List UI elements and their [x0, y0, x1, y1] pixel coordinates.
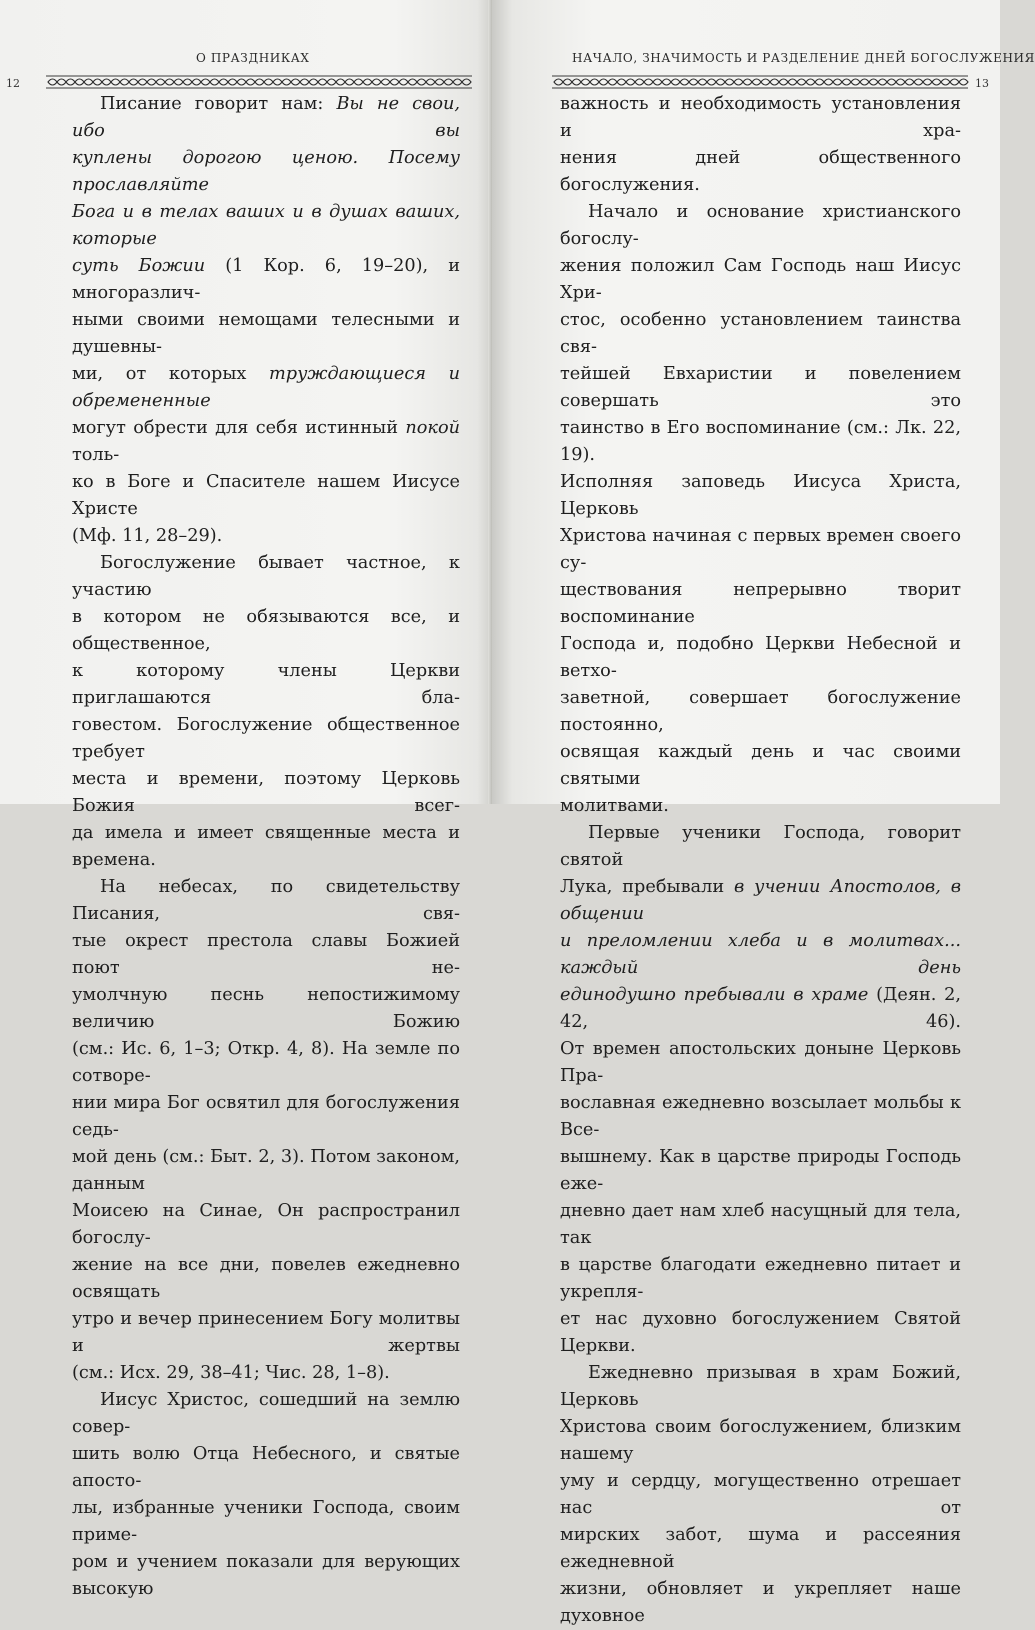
- text-line: [72, 604, 460, 658]
- text-run: ром и учением показали для верующих высокую: [72, 1552, 460, 1599]
- text-line: [72, 523, 460, 550]
- right-page-number: 13: [975, 77, 989, 90]
- text-line: [560, 361, 961, 415]
- text-line: [72, 658, 460, 712]
- text-run: Иисус Христос, сошедший на землю совер-: [72, 1390, 460, 1437]
- text-run: тые окрест престола славы Божией поют не-: [72, 931, 460, 978]
- text-run: Христова начиная с первых времен своего су-: [560, 526, 961, 573]
- text-run: уму и сердцу, могущественно отрешает нас от: [560, 1471, 961, 1518]
- text-run: стос, особенно установлением таинства свя-: [560, 310, 961, 357]
- italic-text: единодушно пребывали в храме: [560, 985, 869, 1005]
- text-line: [72, 1495, 460, 1549]
- text-line: [560, 1198, 961, 1252]
- text-line: [72, 1360, 460, 1387]
- text-line: [560, 1090, 961, 1144]
- text-run: (1 Кор. 6, 19–20), и многоразлич-: [72, 256, 460, 303]
- text-run: мой день (см.: Быт. 2, 3). Потом законом, данным: [72, 1147, 460, 1194]
- text-run: Моисею на Синае, Он распространил богослу-: [72, 1201, 460, 1248]
- text-run: Господа и, подобно Церкви Небесной и ветхо-: [560, 634, 961, 681]
- text-run: (Мф. 11, 28–29).: [72, 526, 223, 546]
- text-line: [560, 91, 961, 145]
- text-line: [72, 307, 460, 361]
- text-run: шить волю Отца Небесного, и святые апосто-: [72, 1444, 460, 1491]
- text-line: [560, 739, 961, 793]
- text-line: [560, 199, 961, 253]
- text-line: [72, 415, 460, 469]
- text-run: дневно дает нам хлеб насущный для тела, так: [560, 1201, 961, 1248]
- text-run: ет нас духовно богослужением Святой Церкви.: [560, 1309, 961, 1356]
- text-line: [560, 1576, 961, 1630]
- left-ornament-divider-icon: [44, 73, 474, 91]
- text-run: в котором не обязываются все, и общественное,: [72, 607, 460, 654]
- text-run: места и времени, поэтому Церковь Божия всег-: [72, 769, 460, 816]
- text-run: освящая каждый день и час своими святыми: [560, 742, 961, 789]
- text-line: [72, 1090, 460, 1144]
- text-line: [560, 685, 961, 739]
- text-run: жизни, обновляет и укрепляет наше духовное: [560, 1579, 961, 1626]
- italic-text: покой: [405, 418, 460, 438]
- text-run: Исполняя заповедь Иисуса Христа, Церковь: [560, 472, 961, 519]
- text-line: [72, 1441, 460, 1495]
- text-run: вышнему. Как в царстве природы Господь еже-: [560, 1147, 961, 1194]
- text-line: [72, 1036, 460, 1090]
- text-run: Писание говорит нам:: [100, 94, 337, 114]
- text-run: ными своими немощами телесными и душевны-: [72, 310, 460, 357]
- text-run: Богослужение бывает частное, к участию: [72, 553, 460, 600]
- left-page-number: 12: [6, 77, 20, 90]
- text-line: [560, 1306, 961, 1360]
- text-line: [560, 577, 961, 631]
- text-line: [560, 1252, 961, 1306]
- text-line: [72, 820, 460, 874]
- right-page: [492, 0, 1035, 1626]
- text-line: [72, 874, 460, 928]
- right-running-head: НАЧАЛО, ЗНАЧИМОСТЬ И РАЗДЕЛЕНИЕ ДНЕЙ БОГОСЛУЖЕНИЯ: [572, 51, 1035, 65]
- text-line: [560, 631, 961, 685]
- text-run: Лука, пребывали: [560, 877, 734, 897]
- text-run: да имела и имеет священные места и времена.: [72, 823, 460, 870]
- text-line: [560, 1144, 961, 1198]
- right-body-text: [560, 91, 961, 1630]
- text-line: [72, 145, 460, 199]
- italic-text: Вы не свои, ибо вы: [72, 94, 460, 141]
- italic-text: суть Божии: [72, 256, 206, 276]
- text-line: [72, 550, 460, 604]
- text-line: [560, 1468, 961, 1522]
- text-line: [72, 1306, 460, 1360]
- text-line: [72, 1252, 460, 1306]
- text-run: На небесах, по свидетельству Писания, свя-: [72, 877, 460, 924]
- text-run: таинство в Его воспоминание (см.: Лк. 22, 19).: [560, 418, 961, 465]
- text-line: [560, 469, 961, 523]
- text-run: молитвами.: [560, 796, 669, 816]
- italic-text: в учении Апостолов, в общении: [560, 877, 961, 924]
- text-line: [560, 1036, 961, 1090]
- text-run: в царстве благодати ежедневно питает и укрепля-: [560, 1255, 961, 1302]
- text-line: [72, 253, 460, 307]
- text-line: [560, 1360, 961, 1414]
- text-line: [560, 523, 961, 577]
- text-run: важность и необходимость установления и хра-: [560, 94, 961, 141]
- text-run: мирских забот, шума и рассеяния ежедневной: [560, 1525, 961, 1572]
- text-line: [72, 199, 460, 253]
- text-run: (см.: Ис. 6, 1–3; Откр. 4, 8). На земле по сотворе-: [72, 1039, 460, 1086]
- italic-text: труждающиеся и обремененные: [72, 364, 461, 411]
- left-page: [0, 0, 492, 1599]
- left-running-head: О ПРАЗДНИКАХ: [196, 51, 310, 65]
- text-line: [72, 928, 460, 982]
- text-line: [560, 1414, 961, 1468]
- text-run: могут обрести для себя истинный: [72, 418, 406, 438]
- text-line: [72, 712, 460, 766]
- text-line: [560, 793, 961, 820]
- text-line: [560, 307, 961, 361]
- text-run: Начало и основание христианского богослу-: [560, 202, 961, 249]
- text-run: (Деян. 2, 42, 46).: [560, 985, 962, 1032]
- left-body-text: [72, 91, 460, 1603]
- italic-text: и преломлении хлеба и в молитвах... каждый день: [560, 931, 961, 978]
- text-line: [560, 415, 961, 469]
- text-line: [72, 1144, 460, 1198]
- text-line: [560, 928, 961, 982]
- text-run: тейшей Евхаристии и повелением совершать это: [560, 364, 961, 411]
- text-line: [560, 145, 961, 199]
- text-line: [72, 1198, 460, 1252]
- text-run: вославная ежедневно возсылает мольбы к Все-: [560, 1093, 961, 1140]
- text-line: [72, 766, 460, 820]
- text-run: нения дней общественного богослужения.: [560, 148, 961, 195]
- text-line: [560, 874, 961, 928]
- text-run: утро и вечер принесением Богу молитвы и жертвы: [72, 1309, 460, 1356]
- text-run: говестом. Богослужение общественное требует: [72, 715, 460, 762]
- text-run: к которому члены Церкви приглашаются бла-: [72, 661, 460, 708]
- text-line: [72, 91, 460, 145]
- text-run: ко в Боге и Спасителе нашем Иисусе Христе: [72, 472, 460, 519]
- text-run: жения положил Сам Господь наш Иисус Хри-: [560, 256, 961, 303]
- text-run: умолчную песнь непостижимому величию Божию: [72, 985, 460, 1032]
- text-run: нии мира Бог освятил для богослужения седь-: [72, 1093, 460, 1140]
- text-run: ществования непрерывно творит воспоминание: [560, 580, 961, 627]
- italic-text: Бога и в телах ваших и в душах ваших, которые: [72, 202, 460, 249]
- text-line: [72, 361, 460, 415]
- text-line: [72, 1387, 460, 1441]
- text-run: Христова своим богослужением, близким нашему: [560, 1417, 961, 1464]
- italic-text: куплены дорогою ценою. Посему прославляйте: [72, 148, 460, 195]
- text-run: лы, избранные ученики Господа, своим приме-: [72, 1498, 460, 1545]
- text-line: [560, 253, 961, 307]
- text-line: [72, 1549, 460, 1603]
- text-run: жение на все дни, повелев ежедневно освящать: [72, 1255, 460, 1302]
- text-run: толь-: [72, 445, 120, 465]
- text-line: [72, 982, 460, 1036]
- text-run: заветной, совершает богослужение постоянно,: [560, 688, 961, 735]
- text-run: ми, от которых: [72, 364, 270, 384]
- text-run: От времен апостольских доныне Церковь Пра-: [560, 1039, 961, 1086]
- text-line: [560, 1522, 961, 1576]
- text-line: [560, 820, 961, 874]
- text-line: [72, 469, 460, 523]
- right-ornament-divider-icon: [550, 73, 970, 91]
- text-run: (см.: Исх. 29, 38–41; Чис. 28, 1–8).: [72, 1363, 390, 1383]
- text-run: Первые ученики Господа, говорит святой: [560, 823, 961, 870]
- text-run: Ежедневно призывая в храм Божий, Церковь: [560, 1363, 961, 1410]
- text-line: [560, 982, 961, 1036]
